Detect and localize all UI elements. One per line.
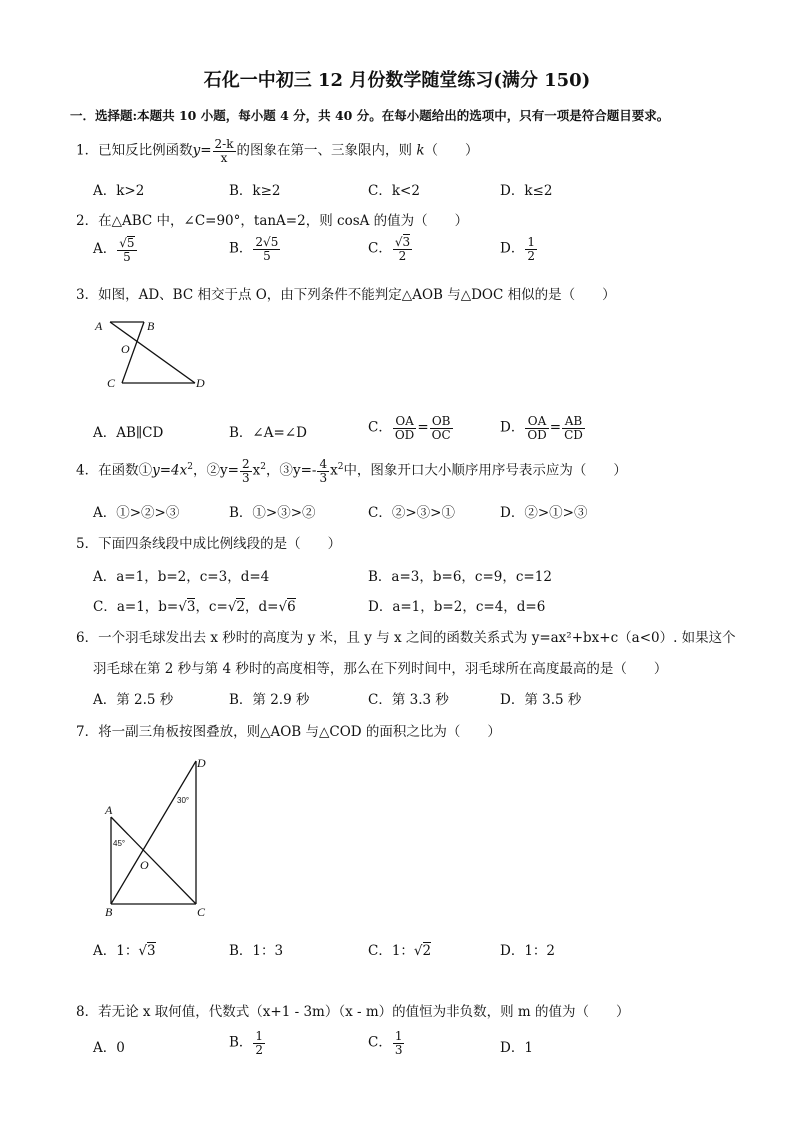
q5-option-c[interactable]: C．a=1，b=√3，c=√2，d=√6	[93, 599, 296, 615]
q8-option-c[interactable]: C． $\frac{1}{3}$	[368, 1029, 403, 1057]
q5-option-a[interactable]: A．a=1，b=2，c=3，d=4	[93, 569, 270, 585]
q8-option-a[interactable]: A．0	[93, 1040, 125, 1056]
q1-option-c[interactable]: C．k<2	[368, 183, 420, 199]
q1-option-d[interactable]: D．k≤2	[500, 183, 553, 199]
q6-option-b[interactable]: B．第 2.9 秒	[229, 692, 310, 708]
q7-label-c: C	[197, 905, 206, 919]
q1-option-a[interactable]: A．k>2	[93, 183, 145, 199]
q8-option-b[interactable]: B． $\frac{1}{2}$	[229, 1029, 264, 1057]
q7-label-o: O	[140, 858, 149, 872]
q2-option-b[interactable]: B． $\frac{2√5}{5}$	[229, 235, 279, 263]
q2-option-c[interactable]: C． $\frac{√3}{2}$	[368, 235, 411, 263]
q7-option-d[interactable]: D．1：2	[500, 943, 556, 959]
q4-option-c[interactable]: C．②>③>①	[368, 505, 455, 521]
question-1: 1．已知反比例函数y= $\frac{2-k}{x}$ 的图象在第一、三象限内，则 k（ ）	[76, 137, 479, 165]
question-2: 2．在△ABC 中，∠C=90°，tanA=2，则 cosA 的值为（ ）	[76, 213, 469, 229]
q4-option-a[interactable]: A．①>②>③	[93, 505, 180, 521]
question-6-line-1: 6．一个羽毛球发出去 x 秒时的高度为 y 米，且 y 与 x 之间的函数关系式为 y=ax²+bx+c（a<0）. 如果这个	[76, 630, 736, 646]
q3-figure	[92, 316, 217, 392]
q4-option-b[interactable]: B．①>③>②	[229, 505, 316, 521]
q3-label-b: B	[147, 319, 155, 333]
question-5: 5．下面四条线段中成比例线段的是（ ）	[76, 536, 342, 552]
page-title: 石化一中初三 12 月份数学随堂练习(满分 150)	[203, 70, 591, 91]
q1-stem-a: 1．已知反比例函数	[76, 142, 193, 159]
question-6-line-2: 羽毛球在第 2 秒与第 4 秒时的高度相等，那么在下列时间中，羽毛球所在高度最高的是（ ）	[93, 661, 668, 677]
q1-option-b[interactable]: B．k≥2	[229, 183, 281, 199]
q7-option-a[interactable]: A．1：√3	[93, 943, 156, 959]
question-8: 8．若无论 x 取何值，代数式（x+1 - 3m）（x - m）的值恒为非负数，则 m 的值为（ ）	[76, 1004, 630, 1020]
q5-option-d[interactable]: D．a=1，b=2，c=4，d=6	[368, 599, 546, 615]
q7-angle-45: 45°	[113, 839, 126, 848]
q7-option-c[interactable]: C．1：√2	[368, 943, 432, 959]
q3-label-c: C	[107, 376, 116, 390]
q8-option-d[interactable]: D．1	[500, 1040, 533, 1056]
q2-option-d[interactable]: D． $\frac{1}{2}$	[500, 235, 535, 263]
q7-angle-30: 30°	[177, 796, 190, 805]
q7-option-b[interactable]: B．1：3	[229, 943, 284, 959]
q7-label-d: D	[197, 756, 206, 770]
q5-option-b[interactable]: B．a=3，b=6，c=9，c=12	[368, 569, 552, 585]
q6-option-a[interactable]: A．第 2.5 秒	[93, 692, 174, 708]
q3-option-a[interactable]: A．AB∥CD	[93, 425, 164, 441]
q1-stem-b: 的图象在第一、三象限内，则	[236, 142, 413, 159]
question-4: 4．在函数$①y=4x^2$，②y= $\frac{2}{3}$ $x^2$，③y=- $\frac{4}{3}$ $x^2$中，图象开口大小顺序用序号表示应为（ ）	[76, 457, 627, 485]
q3-label-o: O	[121, 342, 130, 356]
q3-option-c[interactable]: C． $\frac{OA}{OD}$ = $\frac{OB}{OC}$	[368, 414, 451, 442]
q7-label-a: A	[105, 803, 113, 817]
q4-option-d[interactable]: D．②>①>③	[500, 505, 588, 521]
q3-label-d: D	[196, 376, 205, 390]
q1-fraction: $\frac{2-k}{x}$	[214, 137, 234, 165]
q3-option-d[interactable]: D． $\frac{OA}{OD}$ = $\frac{AB}{CD}$	[500, 414, 583, 442]
q7-label-b: B	[105, 905, 113, 919]
question-3: 3．如图，AD、BC 相交于点 O，由下列条件不能判定△AOB 与△DOC 相似的是（ ）	[76, 287, 616, 303]
q2-option-a[interactable]: A． $\frac{√5}{5}$	[93, 236, 135, 264]
question-7: 7．将一副三角板按图叠放，则△AOB 与△COD 的面积之比为（ ）	[76, 724, 501, 740]
q6-option-c[interactable]: C．第 3.3 秒	[368, 692, 449, 708]
q3-option-b[interactable]: B．∠A=∠D	[229, 425, 307, 441]
q7-figure	[100, 752, 225, 922]
q3-label-a: A	[95, 319, 103, 333]
q6-option-d[interactable]: D．第 3.5 秒	[500, 692, 582, 708]
section-heading: 一．选择题:本题共 10 小题，每小题 4 分，共 40 分。在每小题给出的选项中，只有一项是符合题目要求。	[70, 108, 670, 123]
